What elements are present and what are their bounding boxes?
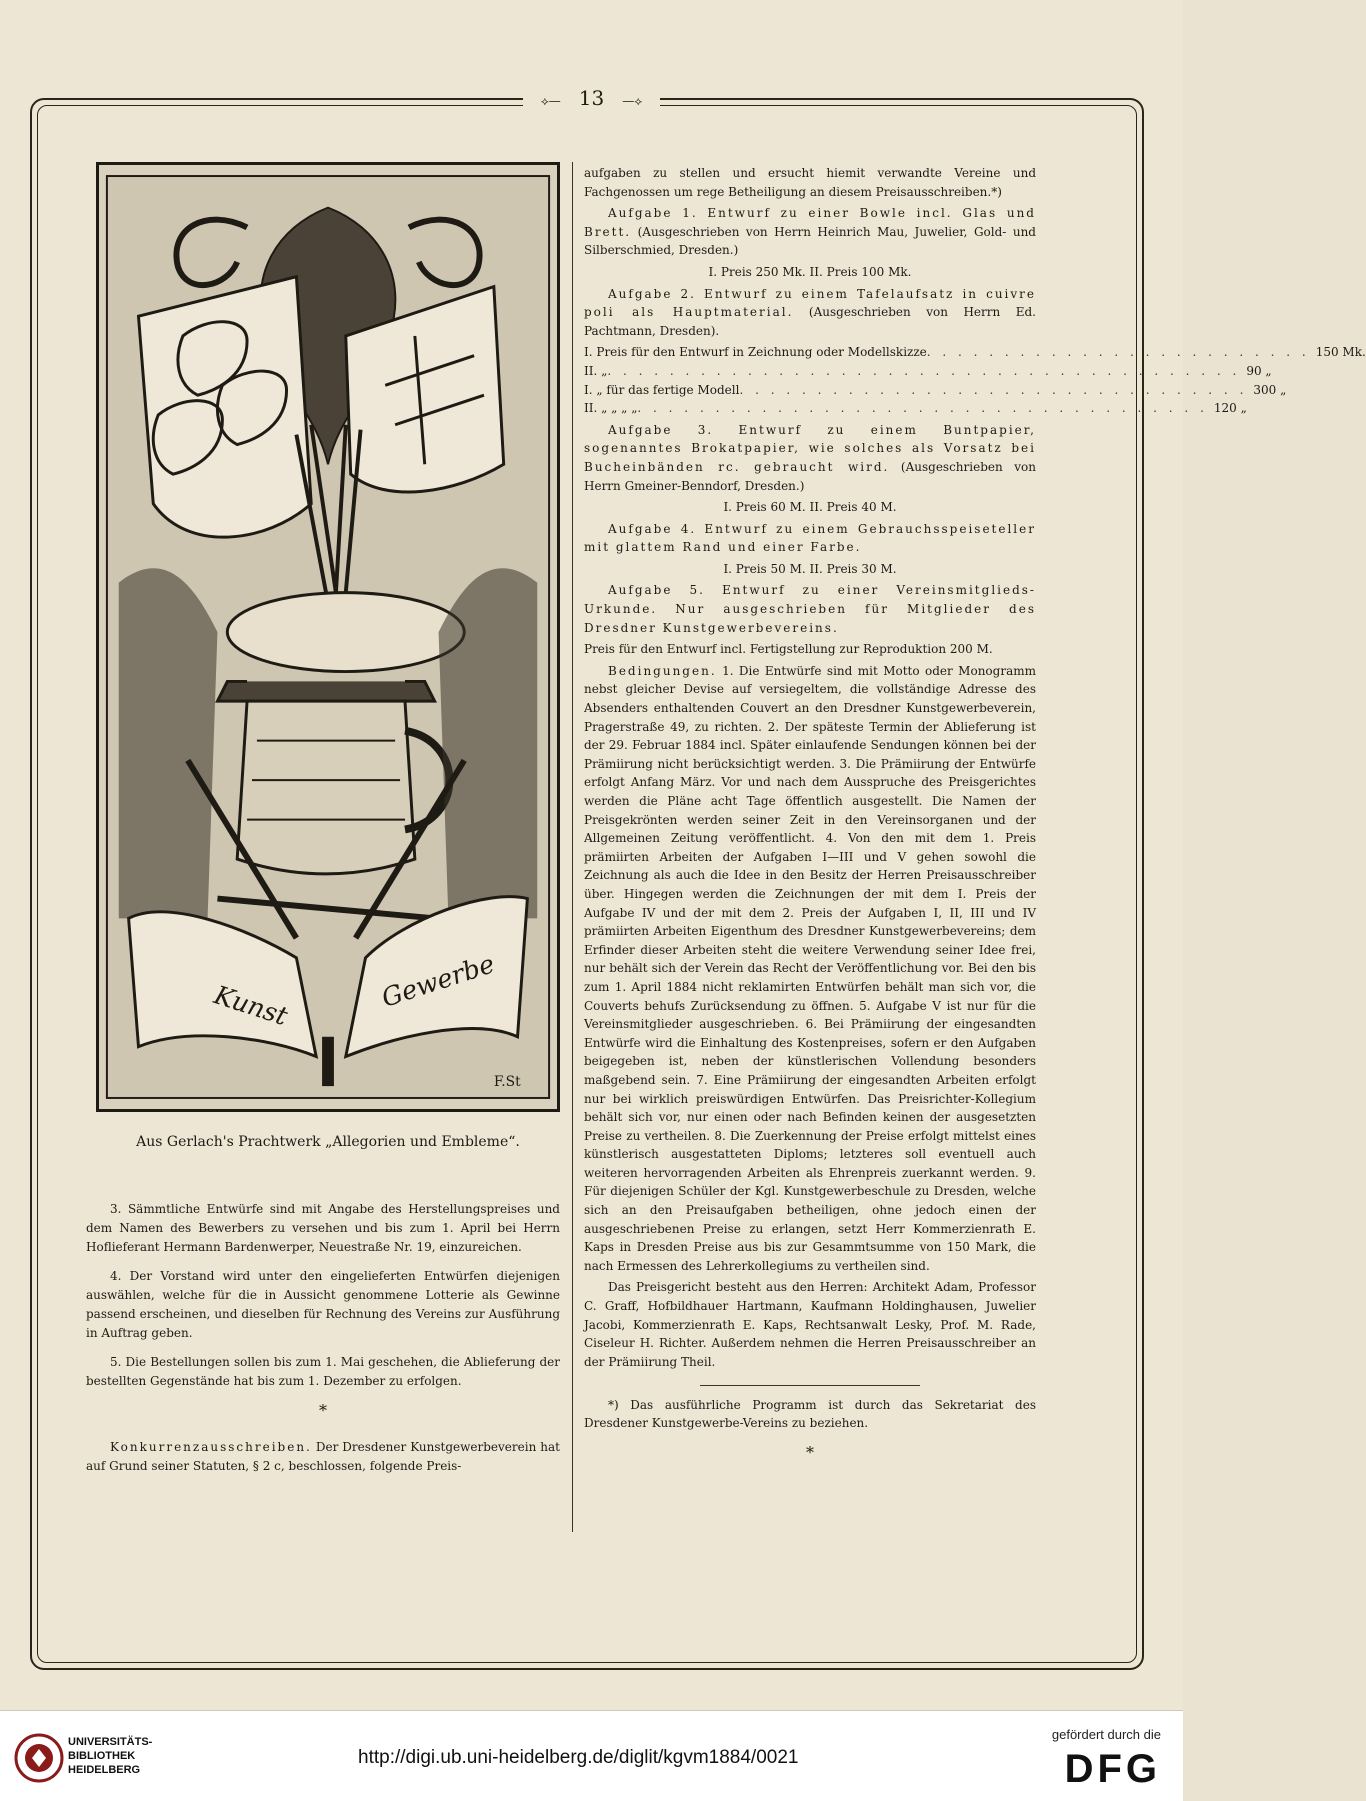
task-3-body: (Ausgeschrieben von Herrn Gmeiner-Benndorf, Dresden.) — [584, 459, 1036, 493]
task-2-prize-row: I. „ für das fertige Modell . . . . . . . . . . . . . . . . . . . . . . . . . . . . . . . . . 300 „ — [584, 382, 1287, 397]
task-5 — [584, 581, 1036, 637]
task-4 — [584, 520, 1036, 557]
konkurrenz-heading: Konkurrenzausschreiben. — [110, 1440, 312, 1454]
left-column-text — [86, 1200, 560, 1486]
funded-by-label: gefördert durch die — [1051, 1727, 1161, 1742]
task-1 — [584, 204, 1036, 260]
task-4-prize: I. Preis 50 M. II. Preis 30 M. — [723, 561, 897, 576]
left-paragraph-5: 5. Die Bestellungen sollen bis zum 1. Mai geschehen, die Ablieferung der bestellten Gegenstände hat bis zum 1. Dezember zu erfolgen. — [86, 1355, 560, 1388]
task-2-heading: Aufgabe 2. Entwurf zu einem Tafelaufsatz in cuivre poli als Hauptmaterial. — [584, 286, 1036, 320]
intro-paragraph: aufgaben zu stellen und ersucht hiemit verwandte Vereine und Fachgenossen um rege Betheiligung an diesem Preisausschreiben.*) — [584, 166, 1036, 199]
task-2-prize-row: II. „ „ „ „ . . . . . . . . . . . . . . . . . . . . . . . . . . . . . . . . . . . . . 120 „ — [584, 401, 1247, 416]
banner-right-text: Gewerbe — [378, 949, 499, 1014]
task-5-prize: Preis für den Entwurf incl. Fertigstellung zur Reproduktion 200 M. — [584, 642, 993, 657]
section-star: * — [319, 1401, 327, 1420]
task-5-heading: Aufgabe 5. Entwurf zu einer Vereinsmitglieds-Urkunde. Nur ausgeschrieben für Mitglieder des Dresdner Kunstgewerbevereins. — [584, 583, 1036, 635]
task-3-heading: Aufgabe 3. Entwurf zu einem Buntpapier, sogenanntes Brokatpapier, wie solches als Vorsatz bei Bucheinbänden rc. gebraucht wird. — [584, 422, 1036, 474]
footnote: *) Das ausführliche Programm ist durch das Sekretariat des Dresdener Kunstgewerbe-Vereins zu beziehen. — [584, 1398, 1036, 1431]
banner-left-text: Kunst — [210, 980, 292, 1033]
conditions-heading: Bedingungen. — [608, 663, 717, 678]
task-2 — [584, 285, 1036, 341]
task-2-prize-row: II. „ . . . . . . . . . . . . . . . . . . . . . . . . . . . . . . . . . . . . . . . . . 90 „ — [584, 363, 1272, 378]
konkurrenz-text: Der Dresdener Kunstgewerbeverein hat auf Grund seiner Statuten, § 2 c, beschlossen, folgende Preis- — [86, 1440, 560, 1473]
dfg-logo: DFG — [1064, 1747, 1161, 1791]
task-2-body: (Ausgeschrieben von Herrn Ed. Pachtmann, Dresden). — [584, 305, 1036, 338]
task-2-prize-row: I. Preis für den Entwurf in Zeichnung oder Modellskizze . . . . . . . . . . . . . . . . . . . . . . . . . 150 Mk. — [584, 345, 1366, 360]
footnote-divider — [700, 1385, 920, 1386]
right-column-text — [584, 164, 1366, 1481]
page-number: ⟡— 13 —⟡ — [0, 86, 1183, 113]
task-4-heading: Aufgabe 4. Entwurf zu einem Gebrauchsspeiseteller mit glattem Rand und einer Farbe. — [584, 521, 1036, 555]
permalink-url[interactable]: http://digi.ub.uni-heidelberg.de/diglit/kgvm1884/0021 — [358, 1747, 799, 1768]
konkurrenz-paragraph — [86, 1438, 560, 1476]
university-seal-icon — [14, 1731, 64, 1785]
allegory-illustration — [96, 162, 560, 1112]
viewer-footer — [0, 1710, 1183, 1801]
task-3 — [584, 421, 1036, 495]
column-divider — [572, 162, 573, 1532]
left-paragraph-3: 3. Sämmtliche Entwürfe sind mit Angabe des Herstellungspreises und dem Namen des Bewerbers zu versehen und bis zum 1. April bei Herrn Hoflieferant Hermann Bardenwerper, Neuestraße Nr. 19, einzureichen. — [86, 1202, 560, 1254]
closing-star: * — [806, 1443, 814, 1463]
illustration-caption: Aus Gerlach's Prachtwerk „Allegorien und Embleme“. — [136, 1134, 520, 1150]
task-1-prize: I. Preis 250 Mk. II. Preis 100 Mk. — [708, 264, 912, 279]
library-name: UNIVERSITÄTS- BIBLIOTHEK HEIDELBERG — [68, 1736, 153, 1776]
illustration-signature: F.St — [493, 1074, 521, 1091]
task-3-prize: I. Preis 60 M. II. Preis 40 M. — [723, 500, 897, 515]
task-1-body: (Ausgeschrieben von Herrn Heinrich Mau, Juwelier, Gold- und Silberschmied, Dresden.) — [584, 224, 1036, 258]
task-1-heading: Aufgabe 1. Entwurf zu einer Bowle incl. Glas und Brett. — [584, 206, 1036, 239]
left-paragraph-4: 4. Der Vorstand wird unter den eingelieferten Entwürfen diejenigen auswählen, welche für die in Aussicht genommene Lotterie als Gewinne passend erscheinen, und dieselben für Rechnung des Vereins zur Ausführung in Auftrag geben. — [86, 1269, 560, 1340]
conditions-body: 1. Die Entwürfe sind mit Motto oder Monogramm nebst gleicher Devise auf versiegeltem, die vollständige Adresse des Absenders enthaltenden Couvert an den Dresdner Kunstgewerbeverein, Pragerstraße 49, zu richten. 2. Der späteste Termin der Ablieferung ist der 29. Februar 1884 incl. Später einlaufende Sendungen können bei der Prämiirung nicht berücksichtigt werden. 3. Die Prämiirung der Entwürfe erfolgt Anfang März. Vor und nach dem Ausspruche des Preisgerichtes werden die Pläne acht Tage öffentlich ausgestellt. Die Namen der Preisgekrönten werden seiner Zeit in den Vereinsorganen und der Allgemeinen Zeitung veröffentlicht. 4. Von den mit dem 1. Preis prämiirten Arbeiten der Aufgaben I—III und V gehen sowohl die Zeichnung als auch die Idee in den Besitz der Herren Preisausschreiber über. Hingegen werden die Zeichnungen der mit dem I. Preis der Aufgabe IV und der mit dem 2. Preis der Aufgaben I, II, III und IV prämiirten Arbeiten Eigenthum des Dresdner Kunstgewerbevereins; dem Erfinder dieser Arbeiten steht die weitere Verwendung seiner Idee frei, nur behält sich der Verein das Recht der Veröffentlichung vor. Bei den bis zum 1. April 1884 nicht reklamirten Entwürfen behält man sich vor, die Couverts behufs Zurücksendung zu öffnen. 5. Aufgabe V ist nur für die Vereinsmitglieder ausgeschrieben. 6. Bei Prämiirung der eingesandten Entwürfe wird die Einhaltung des Kostenpreises, sofern er den Aufgaben beigegeben ist, neben der künstlerischen Vollendung besonders maßgebend sein. 7. Eine Prämiirung der eingesandten Arbeiten erfolgt nur bei wirklich preiswürdigen Entwürfen. Das Preisrichter-Kollegium behält sich vor, nur einen oder nach Befinden keinen der ausgesetzten Preise zu vertheilen. 8. Die Zuerkennung der Preise erfolgt mittelst eines künstlerisch ausgestatteten Diploms; letzteres soll eventuell auch weiteren hervorragenden Arbeiten als Ehrenpreis zuerkannt werden. 9. Für diejenigen Schüler der Kgl. Kunstgewerbeschule zu Dresden, welche sich an den Preisaufgaben betheiligen, ohne jedoch einen der ausgeschriebenen Preise zu erlangen, setzt Herr Kommerzienrath E. Kaps in Dresden Preise aus bis zur Gesammtsumme von 150 Mark, die nach Ermessen des Lehrerkollegiums zu vertheilen sind. — [584, 663, 1036, 1273]
jury-paragraph: Das Preisgericht besteht aus den Herren: Architekt Adam, Professor C. Graff, Hofbildhauer Hartmann, Kaufmann Holdinghausen, Juwelier Jacobi, Kommerzienrath E. Kaps, Rechtsanwalt Lesky, Prof. M. Rade, Ciseleur H. Richter. Außerdem nehmen die Herren Preisausschreiber an der Prämiirung Theil. — [584, 1280, 1036, 1369]
conditions — [584, 662, 1036, 1276]
